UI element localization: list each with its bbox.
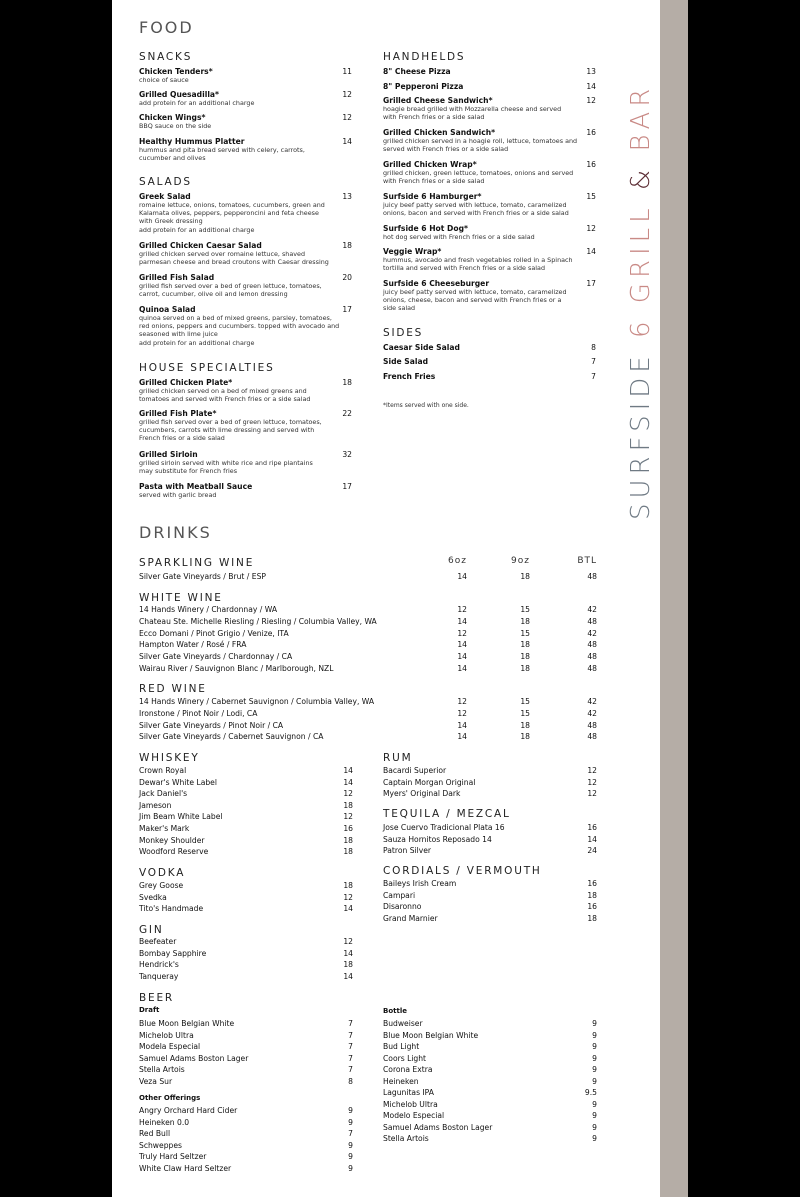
whiskey-row bbox=[139, 811, 358, 822]
snacks-title: SNACKS bbox=[139, 51, 193, 63]
vodka-name: Svedka bbox=[139, 892, 167, 902]
vodka-price: 18 bbox=[343, 881, 353, 890]
white-wine-price: 48 bbox=[587, 652, 597, 662]
red-wine-row bbox=[139, 720, 619, 731]
house-item-name: Grilled Fish Plate* bbox=[139, 409, 217, 418]
brand-part-1: SURFSIDE bbox=[626, 351, 656, 520]
red-wine-row bbox=[139, 731, 619, 742]
sparkling-wine-name: Silver Gate Vineyards / Brut / ESP bbox=[139, 572, 266, 581]
snacks-item-name: Grilled Quesadilla* bbox=[139, 90, 220, 99]
white-wine-price: 14 bbox=[457, 652, 467, 662]
beer-bottle-price: 9 bbox=[592, 1111, 597, 1120]
beer-other-price: 9 bbox=[348, 1152, 353, 1161]
house-item-desc: grilled chicken served on a bed of mixed greens and tomatoes and served with French fries or a side salad bbox=[139, 387, 311, 404]
brand-part-3: & bbox=[626, 164, 656, 191]
beer-bottle-price: 9 bbox=[592, 1065, 597, 1074]
beer-bottle-name: Corona Extra bbox=[383, 1065, 433, 1074]
gin-price: 14 bbox=[343, 971, 353, 981]
red-wine-price: 14 bbox=[457, 732, 467, 742]
tequila-row bbox=[383, 822, 602, 833]
rum-name: Myers' Original Dark bbox=[383, 789, 461, 799]
beer-draft-row bbox=[139, 1030, 358, 1041]
beer-other-price: 9 bbox=[348, 1117, 353, 1127]
beer-bottle-price: 9 bbox=[592, 1030, 597, 1040]
white-wine-wine-name: Chateau Ste. Michelle Riesling / Riesling / Columbia Valley, WA bbox=[139, 616, 377, 626]
white-wine-price: 18 bbox=[520, 652, 530, 662]
handhelds-item-price: 16 bbox=[586, 128, 596, 137]
whiskey-price: 18 bbox=[343, 835, 353, 845]
white-wine-row bbox=[139, 639, 619, 650]
handhelds-title: HANDHELDS bbox=[383, 51, 466, 63]
beer-other-name: Angry Orchard Hard Cider bbox=[139, 1106, 238, 1115]
handhelds-item-name: 8" Pepperoni Pizza bbox=[383, 82, 464, 91]
red-wine-price: 42 bbox=[587, 697, 597, 706]
handhelds-item-price: 15 bbox=[586, 192, 596, 201]
white-wine-wine-name: Silver Gate Vineyards / Chardonnay / CA bbox=[139, 652, 293, 662]
house-item-desc: served with garlic bread bbox=[139, 491, 217, 499]
white-wine-row bbox=[139, 628, 619, 639]
gin-title: GIN bbox=[139, 924, 164, 936]
cordials-name: Disaronno bbox=[383, 902, 422, 912]
white-wine-price: 42 bbox=[587, 628, 597, 638]
white-wine-wine-name: 14 Hands Winery / Chardonnay / WA bbox=[139, 605, 278, 614]
vodka-row bbox=[139, 880, 358, 891]
beer-draft-row bbox=[139, 1076, 358, 1087]
red-wine-price: 14 bbox=[457, 720, 467, 730]
house-item-price: 22 bbox=[342, 409, 352, 418]
handhelds-item-price: 14 bbox=[586, 247, 596, 256]
tequila-name: Sauza Hornitos Reposado 14 bbox=[383, 834, 492, 844]
red-wine-wine-name: Silver Gate Vineyards / Pinot Noir / CA bbox=[139, 720, 284, 730]
whiskey-title: WHISKEY bbox=[139, 752, 200, 764]
rum-row bbox=[383, 777, 602, 788]
cordials-row bbox=[383, 878, 602, 889]
whiskey-price: 12 bbox=[343, 812, 353, 822]
handhelds-item-desc: hummus, avocado and fresh vegetables rolled in a Spinach tortilla and served with French fries or a side salad bbox=[383, 256, 573, 273]
handhelds-item-price: 17 bbox=[586, 279, 596, 288]
handhelds-item-desc: grilled chicken, green lettuce, tomatoes, onions and served with French fries or a side salad bbox=[383, 169, 574, 186]
tequila-name: Jose Cuervo Tradicional Plata 16 bbox=[383, 823, 505, 832]
whiskey-price: 18 bbox=[343, 847, 353, 857]
sparkling-price: 48 bbox=[587, 572, 597, 581]
cordials-name: Baileys Irish Cream bbox=[383, 879, 457, 888]
beer-other-price: 7 bbox=[348, 1129, 353, 1138]
beer-bottle-price: 9 bbox=[592, 1053, 597, 1063]
beer-other-row bbox=[139, 1128, 358, 1139]
rum-name: Captain Morgan Original bbox=[383, 777, 476, 787]
house-item-name: Pasta with Meatball Sauce bbox=[139, 482, 253, 491]
food-heading: FOOD bbox=[139, 18, 194, 37]
red-wine-price: 12 bbox=[457, 697, 467, 706]
handhelds-item-price: 12 bbox=[586, 96, 596, 105]
beer-bottle-name: Modelo Especial bbox=[383, 1111, 445, 1120]
vodka-name: Grey Goose bbox=[139, 881, 184, 890]
rum-price: 12 bbox=[587, 789, 597, 799]
tequila-name: Patron Silver bbox=[383, 846, 432, 856]
red-wine-title: RED WINE bbox=[139, 683, 207, 695]
white-wine-row bbox=[139, 663, 619, 674]
cordials-row bbox=[383, 913, 602, 924]
sparkling-price: 14 bbox=[457, 572, 467, 581]
rum-row bbox=[383, 788, 602, 799]
red-wine-row bbox=[139, 696, 619, 707]
sides-item-name: French Fries bbox=[383, 372, 436, 381]
rum-title: RUM bbox=[383, 752, 413, 764]
red-wine-price: 12 bbox=[457, 708, 467, 718]
beer-bottle-name: Stella Artois bbox=[383, 1134, 429, 1143]
handhelds-item-desc: hot dog served with French fries or a side salad bbox=[383, 233, 535, 241]
white-wine-price: 48 bbox=[587, 664, 597, 673]
gin-row bbox=[139, 959, 358, 970]
snacks-item-desc: add protein for an additional charge bbox=[139, 99, 255, 107]
red-wine-price: 18 bbox=[520, 732, 530, 742]
handhelds-item-name: Surfside 6 Hamburger* bbox=[383, 192, 482, 201]
vodka-price: 14 bbox=[343, 904, 353, 914]
vodka-row bbox=[139, 892, 358, 903]
wine-col-header: BTL bbox=[577, 556, 597, 566]
sides-title: SIDES bbox=[383, 327, 424, 339]
beer-bottle-name: Coors Light bbox=[383, 1053, 427, 1063]
beer-other-row bbox=[139, 1105, 358, 1116]
beer-draft-name: Samuel Adams Boston Lager bbox=[139, 1053, 249, 1063]
gin-row bbox=[139, 948, 358, 959]
tequila-row bbox=[383, 845, 602, 856]
gin-name: Hendrick's bbox=[139, 960, 179, 970]
beer-bottle-name: Blue Moon Belgian White bbox=[383, 1030, 479, 1040]
red-wine-wine-name: Silver Gate Vineyards / Cabernet Sauvignon / CA bbox=[139, 732, 324, 742]
rum-price: 12 bbox=[587, 777, 597, 787]
white-wine-price: 12 bbox=[457, 605, 467, 614]
beer-bottle-name: Heineken bbox=[383, 1076, 419, 1086]
handhelds-item-desc: juicy beef patty served with lettuce, tomato, caramelized onions, cheese, bacon and served with French fries or a side salad bbox=[383, 288, 567, 313]
beer-bottle-row bbox=[383, 1110, 602, 1121]
whiskey-row bbox=[139, 835, 358, 846]
wine-col-header: 9oz bbox=[511, 556, 530, 566]
snacks-item-price: 12 bbox=[342, 113, 352, 122]
tequila-title: TEQUILA / MEZCAL bbox=[383, 808, 511, 820]
beer-draft-price: 7 bbox=[348, 1065, 353, 1074]
snacks-item-desc: hummus and pita bread served with celery, carrots, cucumber and olives bbox=[139, 146, 305, 163]
gin-price: 12 bbox=[343, 937, 353, 946]
whiskey-price: 16 bbox=[343, 824, 353, 833]
white-wine-wine-name: Ecco Domani / Pinot Grigio / Venize, ITA bbox=[139, 628, 289, 638]
snacks-item-price: 14 bbox=[342, 137, 352, 146]
beer-other-name: Heineken 0.0 bbox=[139, 1117, 190, 1127]
sides-item-name: Side Salad bbox=[383, 357, 429, 366]
whiskey-name: Jameson bbox=[139, 800, 172, 810]
beer-bottle-price: 9 bbox=[592, 1019, 597, 1028]
whiskey-name: Monkey Shoulder bbox=[139, 835, 205, 845]
cordials-row bbox=[383, 901, 602, 912]
whiskey-price: 18 bbox=[343, 800, 353, 810]
whiskey-price: 14 bbox=[343, 777, 353, 787]
cordials-price: 18 bbox=[587, 913, 597, 923]
salads-item-price: 18 bbox=[342, 241, 352, 250]
vodka-name: Tito's Handmade bbox=[139, 904, 204, 914]
sparkling-price: 18 bbox=[520, 572, 530, 581]
vodka-row bbox=[139, 903, 358, 914]
gin-price: 18 bbox=[343, 960, 353, 970]
beer-other-row bbox=[139, 1163, 358, 1174]
cordials-price: 16 bbox=[587, 879, 597, 888]
salads-item-name: Grilled Chicken Caesar Salad bbox=[139, 241, 262, 250]
salads-item-price: 20 bbox=[342, 273, 352, 282]
snacks-item-price: 12 bbox=[342, 90, 352, 99]
white-wine-price: 14 bbox=[457, 664, 467, 673]
handhelds-item-price: 16 bbox=[586, 160, 596, 169]
sides-item-price: 8 bbox=[591, 343, 596, 352]
gin-name: Tanqueray bbox=[139, 971, 179, 981]
beer-bottle-row bbox=[383, 1122, 602, 1133]
handhelds-item-name: Grilled Chicken Wrap* bbox=[383, 160, 477, 169]
beer-bottle-row bbox=[383, 1087, 602, 1098]
handhelds-item-name: Surfside 6 Cheeseburger bbox=[383, 279, 490, 288]
beer-bottle-name: Bud Light bbox=[383, 1042, 420, 1051]
snacks-item-price: 11 bbox=[342, 67, 352, 76]
brand-part-4: BAR bbox=[626, 83, 656, 152]
white-wine-wine-name: Hampton Water / Rosé / FRA bbox=[139, 640, 247, 650]
tequila-price: 24 bbox=[587, 846, 597, 856]
gin-row bbox=[139, 971, 358, 982]
house-title: HOUSE SPECIALTIES bbox=[139, 362, 275, 374]
house-item-desc: grilled sirloin served with white rice and ripe plantains may substitute for French fries bbox=[139, 459, 313, 476]
white-wine-price: 12 bbox=[457, 628, 467, 638]
beer-bottle-name: Lagunitas IPA bbox=[383, 1088, 434, 1097]
gin-price: 14 bbox=[343, 948, 353, 958]
white-wine-price: 15 bbox=[520, 605, 530, 614]
house-item-desc: grilled fish served over a bed of green lettuce, tomatoes, cucumbers, carrots with lime dressing and served with French fries or a side salad bbox=[139, 418, 322, 443]
beer-other-name: Schweppes bbox=[139, 1140, 182, 1150]
cordials-name: Grand Marnier bbox=[383, 913, 438, 923]
whiskey-name: Dewar's White Label bbox=[139, 777, 217, 787]
side-note: *Items served with one side. bbox=[383, 402, 469, 409]
white-wine-price: 42 bbox=[587, 605, 597, 614]
whiskey-row bbox=[139, 846, 358, 857]
beer-draft-row bbox=[139, 1053, 358, 1064]
white-wine-price: 18 bbox=[520, 664, 530, 673]
beer-draft-name: Modela Especial bbox=[139, 1042, 201, 1051]
tequila-price: 16 bbox=[587, 823, 597, 832]
whiskey-name: Jim Beam White Label bbox=[139, 812, 223, 822]
snacks-item-name: Chicken Wings* bbox=[139, 113, 206, 122]
wine-col-header: 6oz bbox=[448, 556, 467, 566]
beer-bottle-price: 9 bbox=[592, 1042, 597, 1051]
cordials-price: 18 bbox=[587, 890, 597, 900]
beer-bottle-price: 9 bbox=[592, 1134, 597, 1143]
whiskey-row bbox=[139, 777, 358, 788]
beer-bottle-label: Bottle bbox=[383, 1007, 407, 1015]
beer-other-price: 9 bbox=[348, 1163, 353, 1173]
rum-name: Bacardi Superior bbox=[383, 766, 447, 775]
brand-logo bbox=[626, 84, 656, 520]
white-wine-price: 48 bbox=[587, 640, 597, 650]
handhelds-item-price: 12 bbox=[586, 224, 596, 233]
handhelds-item-name: Grilled Cheese Sandwich* bbox=[383, 96, 493, 105]
beer-other-row bbox=[139, 1140, 358, 1151]
white-wine-row bbox=[139, 616, 619, 627]
sides-item-price: 7 bbox=[591, 372, 596, 381]
whiskey-price: 12 bbox=[343, 789, 353, 799]
house-item-price: 32 bbox=[342, 450, 352, 459]
beer-bottle-name: Michelob Ultra bbox=[383, 1099, 438, 1109]
beer-draft-row bbox=[139, 1041, 358, 1052]
beer-other-name: Truly Hard Seltzer bbox=[139, 1152, 207, 1161]
whiskey-row bbox=[139, 823, 358, 834]
gin-name: Bombay Sapphire bbox=[139, 948, 207, 958]
white-wine-price: 48 bbox=[587, 616, 597, 626]
cordials-price: 16 bbox=[587, 902, 597, 912]
salads-item-price: 17 bbox=[342, 305, 352, 314]
red-wine-wine-name: 14 Hands Winery / Cabernet Sauvignon / Columbia Valley, WA bbox=[139, 697, 375, 706]
whiskey-name: Woodford Reserve bbox=[139, 847, 209, 857]
handhelds-item-desc: juicy beef patty served with lettuce, tomato, caramelized onions, bacon and served with French fries or a side salad bbox=[383, 201, 569, 218]
beer-other-row bbox=[139, 1151, 358, 1162]
beer-bottle-price: 9.5 bbox=[584, 1088, 597, 1097]
whiskey-row bbox=[139, 765, 358, 776]
beer-draft-name: Blue Moon Belgian White bbox=[139, 1019, 235, 1028]
salads-item-name: Quinoa Salad bbox=[139, 305, 196, 314]
house-item-name: Grilled Chicken Plate* bbox=[139, 378, 233, 387]
cordials-title: CORDIALS / VERMOUTH bbox=[383, 865, 542, 877]
gin-name: Beefeater bbox=[139, 937, 177, 946]
white-wine-row bbox=[139, 651, 619, 662]
cordials-name: Campari bbox=[383, 890, 416, 900]
red-wine-wine-name: Ironstone / Pinot Noir / Lodi, CA bbox=[139, 708, 258, 718]
sparkling-row bbox=[139, 571, 619, 582]
tequila-price: 14 bbox=[587, 834, 597, 844]
salads-item-name: Grilled Fish Salad bbox=[139, 273, 215, 282]
handhelds-item-name: Veggie Wrap* bbox=[383, 247, 442, 256]
white-wine-price: 14 bbox=[457, 640, 467, 650]
beer-bottle-row bbox=[383, 1133, 602, 1144]
rum-price: 12 bbox=[587, 766, 597, 775]
beer-draft-label: Draft bbox=[139, 1006, 160, 1014]
handhelds-item-desc: hoagie bread grilled with Mozzarella cheese and served with French fries or a side salad bbox=[383, 105, 562, 122]
whiskey-name: Maker's Mark bbox=[139, 824, 190, 833]
tequila-row bbox=[383, 834, 602, 845]
cordials-row bbox=[383, 890, 602, 901]
salads-item-desc: romaine lettuce, onions, tomatoes, cucumbers, green and Kalamata olives, peppers, pepperoncini and feta cheese with Greek dressing add protein for an additional charge bbox=[139, 201, 325, 234]
whiskey-row bbox=[139, 788, 358, 799]
beer-bottle-row bbox=[383, 1076, 602, 1087]
beer-bottle-row bbox=[383, 1053, 602, 1064]
beer-draft-row bbox=[139, 1064, 358, 1075]
beer-other-name: White Claw Hard Seltzer bbox=[139, 1163, 232, 1173]
sides-item-name: Caesar Side Salad bbox=[383, 343, 460, 352]
red-wine-price: 15 bbox=[520, 708, 530, 718]
house-item-name: Grilled Sirloin bbox=[139, 450, 198, 459]
beer-other-price: 9 bbox=[348, 1106, 353, 1115]
beer-other-row bbox=[139, 1117, 358, 1128]
white-wine-price: 18 bbox=[520, 616, 530, 626]
red-wine-price: 48 bbox=[587, 720, 597, 730]
salads-item-price: 13 bbox=[342, 192, 352, 201]
whiskey-name: Crown Royal bbox=[139, 766, 187, 775]
handhelds-item-price: 13 bbox=[586, 67, 596, 76]
beer-bottle-price: 9 bbox=[592, 1076, 597, 1086]
beer-draft-price: 7 bbox=[348, 1042, 353, 1051]
beer-draft-price: 7 bbox=[348, 1030, 353, 1040]
beer-other-price: 9 bbox=[348, 1140, 353, 1150]
beer-title: BEER bbox=[139, 992, 174, 1004]
red-wine-price: 18 bbox=[520, 720, 530, 730]
snacks-item-name: Healthy Hummus Platter bbox=[139, 137, 245, 146]
salads-item-desc: grilled chicken served over romaine lettuce, shaved parmesan cheese and bread croutons with Caesar dressing bbox=[139, 250, 329, 267]
drinks-heading: DRINKS bbox=[139, 523, 212, 542]
beer-draft-name: Veza Sur bbox=[139, 1076, 173, 1086]
white-wine-wine-name: Wairau River / Sauvignon Blanc / Marlborough, NZL bbox=[139, 664, 334, 673]
snacks-item-desc: choice of sauce bbox=[139, 76, 189, 84]
brand-part-2: 6 GRILL bbox=[626, 203, 656, 339]
beer-bottle-price: 9 bbox=[592, 1122, 597, 1132]
house-item-price: 17 bbox=[342, 482, 352, 491]
whiskey-name: Jack Daniel's bbox=[139, 789, 188, 799]
beer-draft-price: 8 bbox=[348, 1076, 353, 1086]
salads-item-name: Greek Salad bbox=[139, 192, 191, 201]
beer-other-name: Red Bull bbox=[139, 1129, 171, 1138]
red-wine-price: 48 bbox=[587, 732, 597, 742]
beer-draft-price: 7 bbox=[348, 1053, 353, 1063]
snacks-item-desc: BBQ sauce on the side bbox=[139, 122, 212, 130]
beer-draft-price: 7 bbox=[348, 1019, 353, 1028]
handhelds-item-name: 8" Cheese Pizza bbox=[383, 67, 451, 76]
salads-item-desc: grilled fish served over a bed of green lettuce, tomatoes, carrot, cucumber, olive oil and lemon dressing bbox=[139, 282, 322, 299]
beer-bottle-row bbox=[383, 1041, 602, 1052]
side-stripe bbox=[660, 0, 688, 1197]
snacks-item-name: Chicken Tenders* bbox=[139, 67, 213, 76]
white-wine-price: 15 bbox=[520, 628, 530, 638]
sparkling-title: SPARKLING WINE bbox=[139, 557, 255, 569]
handhelds-item-price: 14 bbox=[586, 82, 596, 91]
white-wine-price: 14 bbox=[457, 616, 467, 626]
gin-row bbox=[139, 936, 358, 947]
beer-bottle-row bbox=[383, 1030, 602, 1041]
beer-draft-name: Michelob Ultra bbox=[139, 1030, 194, 1040]
red-wine-row bbox=[139, 708, 619, 719]
red-wine-price: 42 bbox=[587, 708, 597, 718]
white-wine-row bbox=[139, 604, 619, 615]
vodka-title: VODKA bbox=[139, 867, 186, 879]
red-wine-price: 15 bbox=[520, 697, 530, 706]
white-wine-price: 18 bbox=[520, 640, 530, 650]
beer-other-label: Other Offerings bbox=[139, 1094, 201, 1102]
rum-row bbox=[383, 765, 602, 776]
beer-bottle-row bbox=[383, 1099, 602, 1110]
beer-bottle-name: Samuel Adams Boston Lager bbox=[383, 1122, 493, 1132]
vodka-price: 12 bbox=[343, 892, 353, 902]
sides-item-price: 7 bbox=[591, 357, 596, 366]
handhelds-item-name: Grilled Chicken Sandwich* bbox=[383, 128, 496, 137]
beer-bottle-row bbox=[383, 1018, 602, 1029]
beer-draft-row bbox=[139, 1018, 358, 1029]
whiskey-price: 14 bbox=[343, 766, 353, 775]
beer-bottle-row bbox=[383, 1064, 602, 1075]
whiskey-row bbox=[139, 800, 358, 811]
handhelds-item-name: Surfside 6 Hot Dog* bbox=[383, 224, 468, 233]
house-item-price: 18 bbox=[342, 378, 352, 387]
handhelds-item-desc: grilled chicken served in a hoagie roll, lettuce, tomatoes and served with French fries or a side salad bbox=[383, 137, 578, 154]
beer-draft-name: Stella Artois bbox=[139, 1065, 185, 1074]
white-wine-title: WHITE WINE bbox=[139, 592, 223, 604]
beer-bottle-name: Budweiser bbox=[383, 1019, 423, 1028]
salads-item-desc: quinoa served on a bed of mixed greens, parsley, tomatoes, red onions, peppers and cucumbers. topped with avocado and seasoned with lime juice add protein for an additional charge bbox=[139, 314, 340, 347]
beer-bottle-price: 9 bbox=[592, 1099, 597, 1109]
salads-title: SALADS bbox=[139, 176, 192, 188]
